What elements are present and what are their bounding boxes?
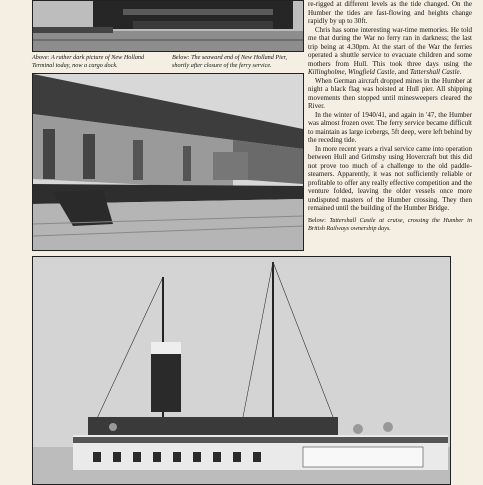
article-column [308,0,472,233]
article-paragraph-3: When German aircraft dropped mines in the Humber at night a black flag was hoisted at Hull pier. All shipping movements then stopped until minesweepers cleared the River. [308,76,472,110]
ship-caption [308,217,472,233]
article-paragraph-2-text: Chris has some interesting war-time memories. He told me that during the War no ferry ran in darkness; the last trip being at 4.30pm. At the start of the War the ferries operated a shuttle service to evacuate children and some mothers from Hull. This took three days using the [308,25,472,68]
photo-pier [32,73,304,251]
caption-right: Below: The seaward end of New Holland Pier, shortly after closure of the ferry service. [172,54,287,70]
photo-terminal [32,0,304,52]
ship-names: Killingholme, Wingfield Castle, [308,68,397,76]
ship-name-last: Tattershall Castle. [409,68,462,76]
article-paragraph-2 [308,26,472,77]
article-and: and [398,68,409,76]
article-paragraph-4: In the winter of 1940/41, and again in '47, the Humber was almost frozen over. The ferry service became difficult to maintain as large icebergs, 5ft deep, were left behind by the receding tide. [308,110,472,144]
photo-ship [32,256,451,485]
ship-caption-label: Below: [308,216,326,224]
article-paragraph-5: In more recent years a rival service came into operation between Hull and Grimsby using Hovercraft but this did not prove too much of a challenge to the old paddle-steamers. Apparently, it was not sufficiently reliable or profitable to offer any really effective competition and the venture folded, leaving the older vessels once more undisputed masters of the Humber crossing. They then remained until the building of the Humber Bridge. [308,144,472,212]
ship-caption-text: Tattershall Castle at cruise, crossing the Humber in British Railways ownership days. [308,216,472,232]
caption-left: Above: A rather dark picture of New Holland Terminal today, now a cargo dock. [32,54,145,70]
article-paragraph-1: re-rigged at different levels as the tide changed. On the Humber the tides are fast-flowing and heights change rapidly by up to 30ft. [308,0,472,25]
